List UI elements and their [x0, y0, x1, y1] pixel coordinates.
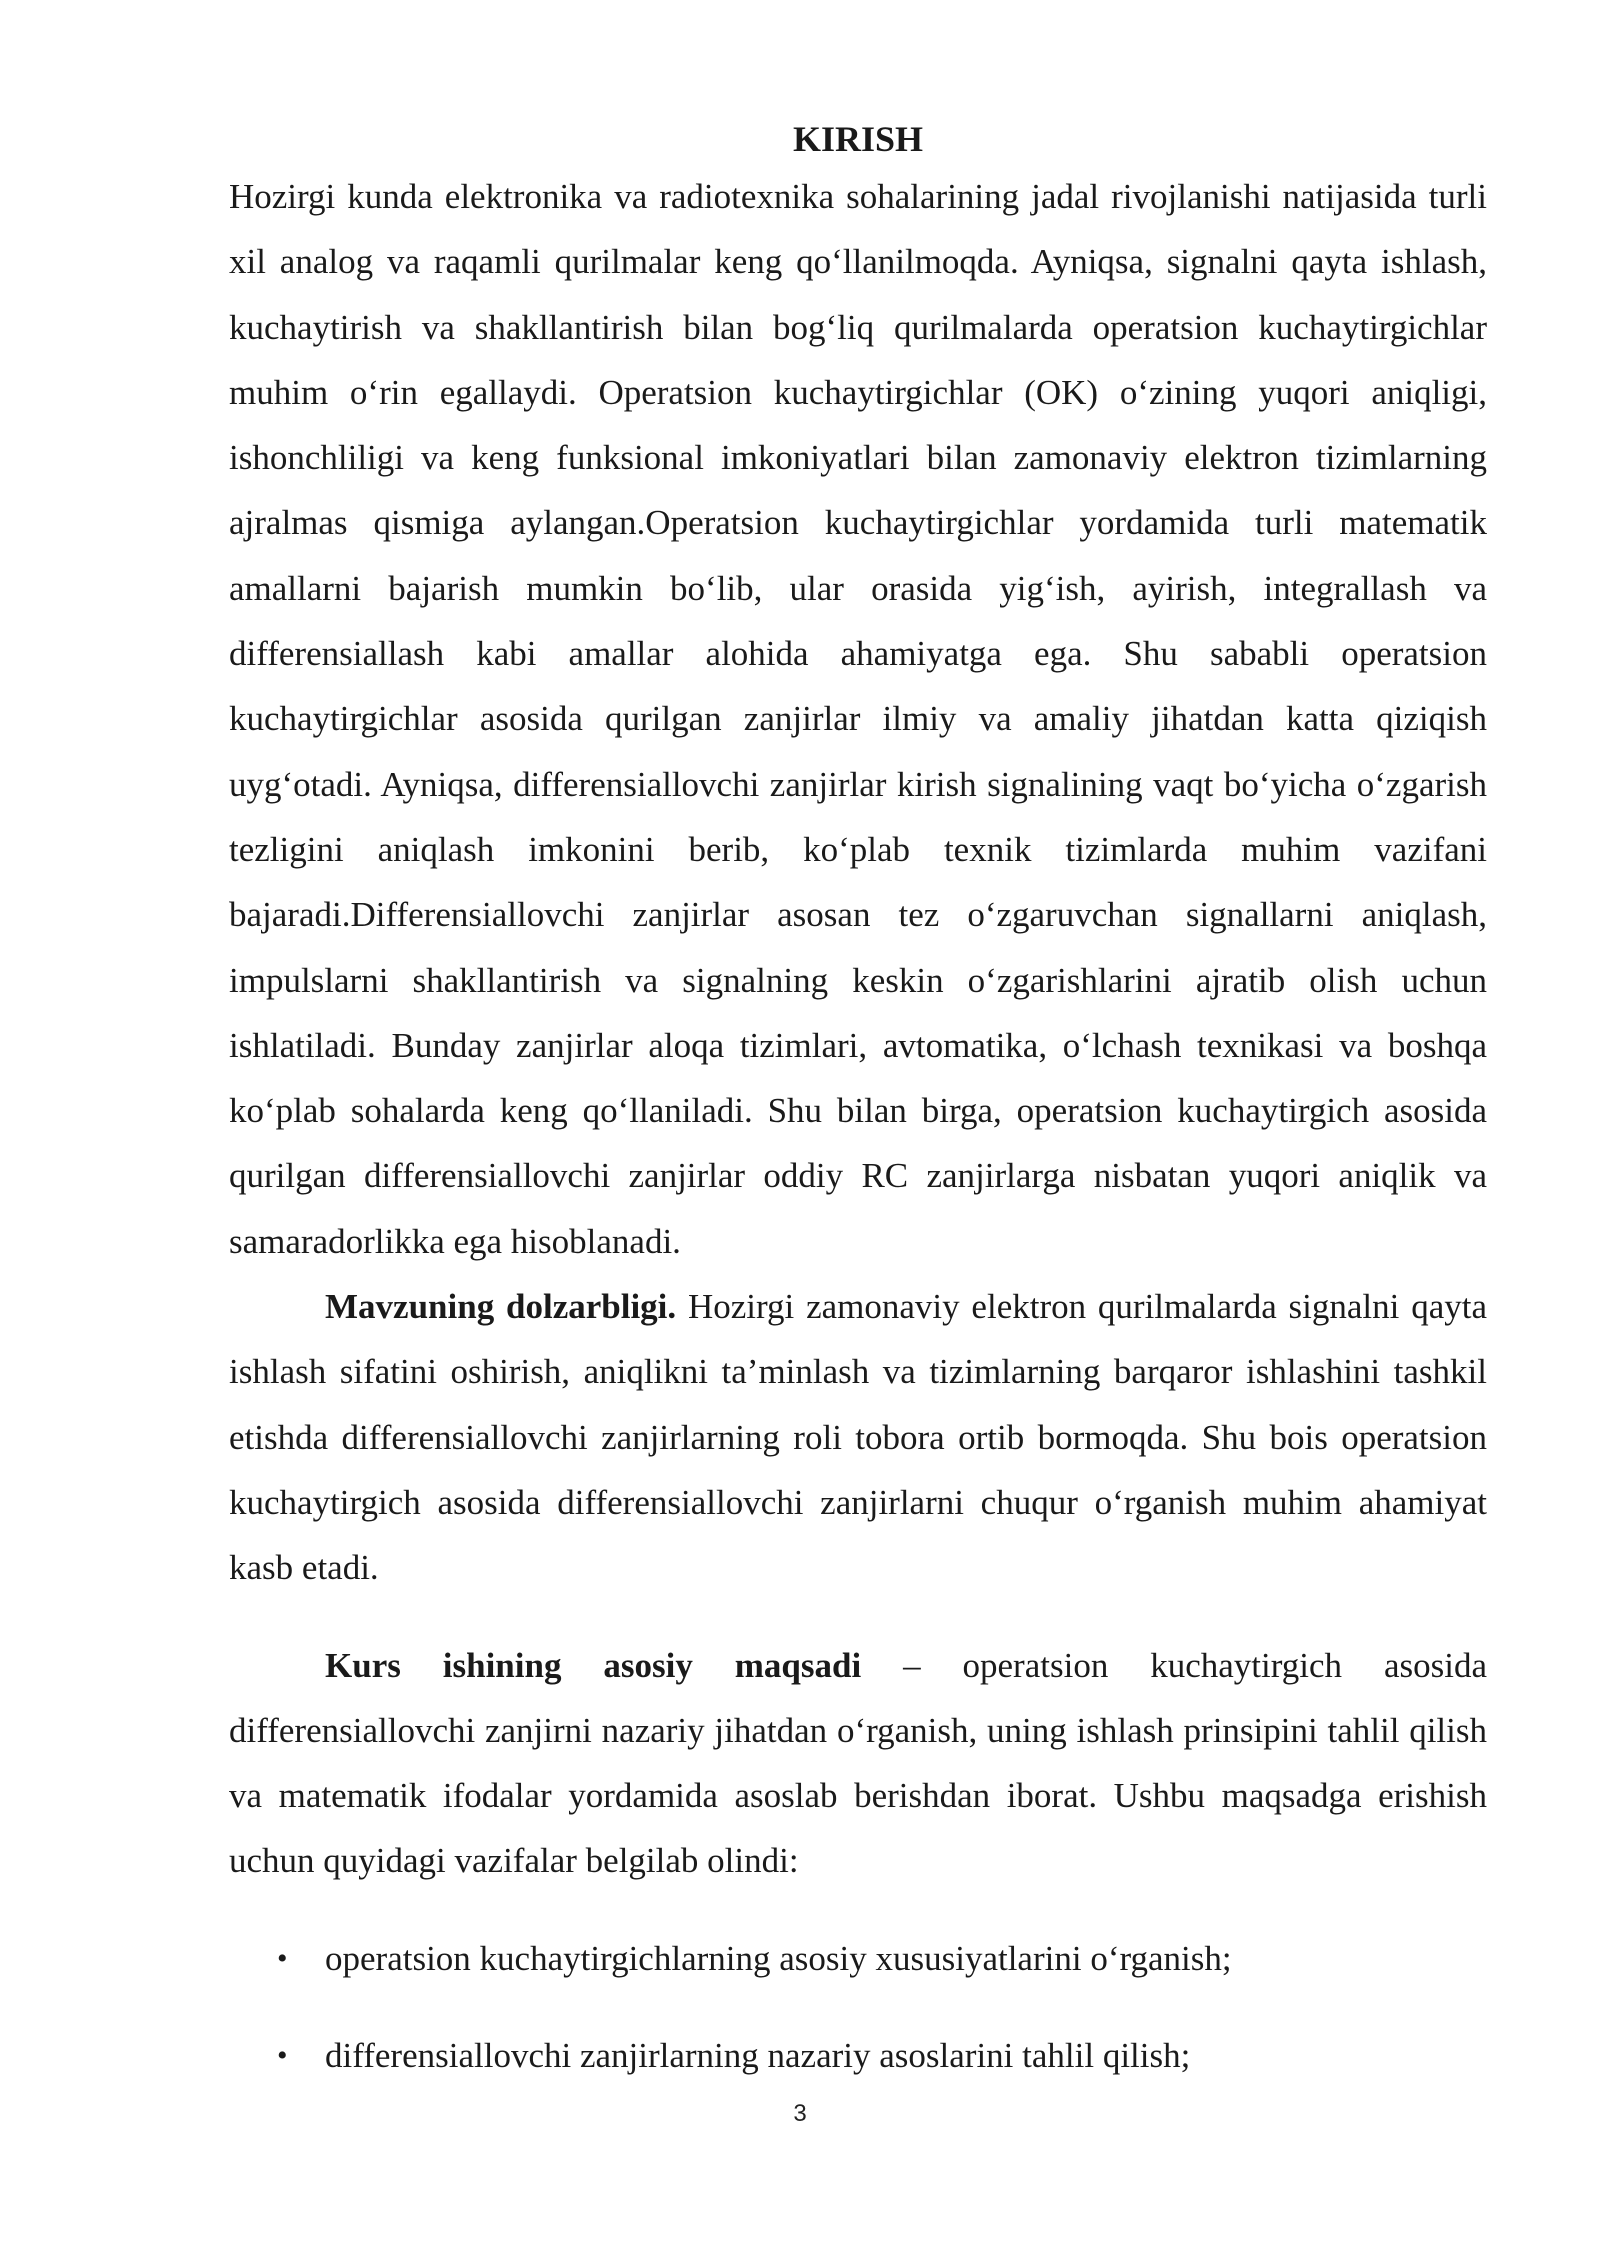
bullet-icon: •	[277, 1941, 288, 1975]
relevance-label: Mavzuning dolzarbligi.	[325, 1287, 677, 1327]
relevance-text: Hozirgi zamonaviy elektron qurilmalarda signalni qayta ishlash sifatini oshirish, aniqlikni ta’minlash va tizimlarning barqaror ishlashini tashkil etishda differensiallovchi zanjirlarning roli tobora ortib bormoqda. Shu bois operatsion kuchaytirgich asosida differensiallovchi zanjirlarni chuqur o‘rganish muhim ahamiyat kasb etadi.	[229, 1287, 1487, 1588]
goal-paragraph	[229, 1633, 1487, 1894]
relevance-paragraph	[229, 1274, 1487, 1600]
section-heading: KIRISH	[792, 119, 924, 159]
list-item-text: differensiallovchi zanjirlarning nazariy asoslarini tahlil qilish;	[325, 2035, 1191, 2075]
goal-label: Kurs ishining asosiy maqsadi	[325, 1645, 862, 1685]
bullet-icon: •	[277, 2038, 288, 2072]
goal-text: – operatsion kuchaytirgich asosida differensiallovchi zanjirni nazariy jihatdan o‘rganish, uning ishlash prinsipini tahlil qilish va matematik ifodalar yordamida asoslab berishdan iborat. Ushbu maqsadga erishish uchun quyidagi vazifalar belgilab olindi:	[229, 1645, 1487, 1881]
list-item	[229, 2023, 1487, 2088]
list-item-text: operatsion kuchaytirgichlarning asosiy xususiyatlarini o‘rganish;	[325, 1938, 1232, 1978]
list-item	[229, 1926, 1487, 1991]
page-content	[229, 114, 1487, 2088]
intro-paragraph: Hozirgi kunda elektronika va radiotexnika sohalarining jadal rivojlanishi natijasida turli xil analog va raqamli qurilmalar keng qo‘llanilmoqda. Ayniqsa, signalni qayta ishlash, kuchaytirish va shakllantirish bilan bog‘liq qurilmalarda operatsion kuchaytirgichlar muhim o‘rin egallaydi. Operatsion kuchaytirgichlar (OK) o‘zining yuqori aniqligi, ishonchliligi va keng funksional imkoniyatlari bilan zamonaviy elektron tizimlarning ajralmas qismiga aylangan.Operatsion kuchaytirgichlar yordamida turli matematik amallarni bajarish mumkin bo‘lib, ular orasida yig‘ish, ayirish, integrallash va differensiallash kabi amallar alohida ahamiyatga ega. Shu sababli operatsion kuchaytirgichlar asosida qurilgan zanjirlar ilmiy va amaliy jihatdan katta qiziqish uyg‘otadi. Ayniqsa, differensiallovchi zanjirlar kirish signalining vaqt bo‘yicha o‘zgarish tezligini aniqlash imkonini berib, ko‘plab texnik tizimlarda muhim vazifani bajaradi.Differensiallovchi zanjirlar asosan tez o‘zgaruvchan signallarni aniqlash, impulslarni shakllantirish va signalning keskin o‘zgarishlarini ajratib olish uchun ishlatiladi. Bunday zanjirlar aloqa tizimlari, avtomatika, o‘lchash texnikasi va boshqa ko‘plab sohalarda keng qo‘llaniladi. Shu bilan birga, operatsion kuchaytirgich asosida qurilgan differensiallovchi zanjirlar oddiy RC zanjirlarga nisbatan yuqori aniqlik va samaradorlikka ega hisoblanadi.	[229, 177, 1487, 1261]
page-number: 3	[793, 2100, 807, 2127]
task-list	[229, 1926, 1487, 2088]
